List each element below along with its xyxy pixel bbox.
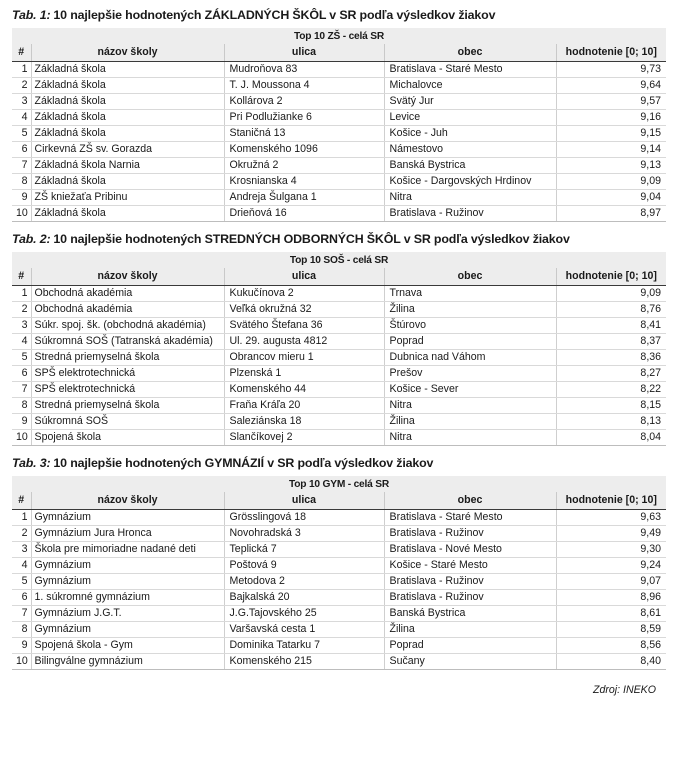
cell-score: 8,04	[556, 430, 666, 446]
cell-street: Drieňová 16	[224, 206, 384, 222]
cell-name: Stredná priemyselná škola	[31, 350, 224, 366]
cell-num: 5	[12, 126, 31, 142]
cell-score: 9,64	[556, 78, 666, 94]
cell-score: 8,96	[556, 590, 666, 606]
table-1-band-row	[12, 28, 666, 44]
table-2-caption-number: Tab. 2:	[12, 232, 51, 246]
cell-num: 5	[12, 574, 31, 590]
cell-num: 10	[12, 430, 31, 446]
column-header-num: #	[12, 44, 31, 62]
table-2-caption	[12, 222, 666, 252]
cell-city: Bratislava - Staré Mesto	[384, 62, 556, 78]
cell-street: Teplická 7	[224, 542, 384, 558]
cell-name: Základná škola	[31, 174, 224, 190]
cell-score: 8,13	[556, 414, 666, 430]
cell-name: Základná škola	[31, 62, 224, 78]
cell-name: SPŠ elektrotechnická	[31, 366, 224, 382]
cell-street: Varšavská cesta 1	[224, 622, 384, 638]
table-2-band-row	[12, 252, 666, 268]
cell-city: Štúrovo	[384, 318, 556, 334]
cell-score: 8,97	[556, 206, 666, 222]
cell-name: Cirkevná ZŠ sv. Gorazda	[31, 142, 224, 158]
cell-city: Banská Bystrica	[384, 606, 556, 622]
cell-num: 7	[12, 158, 31, 174]
cell-city: Dubnica nad Váhom	[384, 350, 556, 366]
table-row	[12, 78, 666, 94]
table-1-caption-text: 10 najlepšie hodnotených ZÁKLADNÝCH ŠKÔL v SR podľa výsledkov žiakov	[53, 8, 496, 22]
column-header-city: obec	[384, 268, 556, 286]
table-row	[12, 590, 666, 606]
cell-name: Bilingválne gymnázium	[31, 654, 224, 670]
cell-city: Sučany	[384, 654, 556, 670]
cell-num: 2	[12, 78, 31, 94]
cell-name: Obchodná akadémia	[31, 286, 224, 302]
cell-name: Základná škola	[31, 78, 224, 94]
cell-street: Poštová 9	[224, 558, 384, 574]
cell-num: 7	[12, 606, 31, 622]
table-row	[12, 158, 666, 174]
cell-city: Prešov	[384, 366, 556, 382]
cell-name: SPŠ elektrotechnická	[31, 382, 224, 398]
cell-street: Obrancov mieru 1	[224, 350, 384, 366]
cell-score: 9,04	[556, 190, 666, 206]
cell-street: Kollárova 2	[224, 94, 384, 110]
cell-city: Bratislava - Ružinov	[384, 526, 556, 542]
cell-street: Saleziánska 18	[224, 414, 384, 430]
column-header-score: hodnotenie [0; 10]	[556, 492, 666, 510]
cell-street: T. J. Moussona 4	[224, 78, 384, 94]
cell-num: 3	[12, 94, 31, 110]
cell-street: Komenského 1096	[224, 142, 384, 158]
cell-name: Základná škola	[31, 206, 224, 222]
cell-num: 4	[12, 334, 31, 350]
cell-num: 6	[12, 590, 31, 606]
cell-num: 10	[12, 206, 31, 222]
column-header-score: hodnotenie [0; 10]	[556, 268, 666, 286]
cell-city: Banská Bystrica	[384, 158, 556, 174]
cell-num: 10	[12, 654, 31, 670]
cell-city: Trnava	[384, 286, 556, 302]
table-row	[12, 606, 666, 622]
table-3-band-row	[12, 476, 666, 492]
cell-name: Základná škola	[31, 110, 224, 126]
cell-city: Žilina	[384, 414, 556, 430]
cell-score: 9,09	[556, 286, 666, 302]
table-3-caption	[12, 446, 666, 476]
cell-score: 9,24	[556, 558, 666, 574]
cell-street: Kukučínova 2	[224, 286, 384, 302]
cell-num: 1	[12, 510, 31, 526]
table-row	[12, 558, 666, 574]
table-row	[12, 302, 666, 318]
table-row	[12, 510, 666, 526]
cell-score: 9,13	[556, 158, 666, 174]
table-row	[12, 574, 666, 590]
table-3	[12, 476, 666, 670]
cell-street: Komenského 44	[224, 382, 384, 398]
cell-name: Gymnázium	[31, 622, 224, 638]
cell-num: 9	[12, 638, 31, 654]
cell-name: Gymnázium Jura Hronca	[31, 526, 224, 542]
cell-num: 1	[12, 286, 31, 302]
cell-name: Gymnázium	[31, 574, 224, 590]
cell-score: 9,57	[556, 94, 666, 110]
cell-num: 9	[12, 190, 31, 206]
cell-city: Nitra	[384, 398, 556, 414]
cell-num: 7	[12, 382, 31, 398]
cell-num: 5	[12, 350, 31, 366]
cell-name: 1. súkromné gymnázium	[31, 590, 224, 606]
table-1-band-label: Top 10 ZŠ - celá SR	[12, 28, 666, 44]
table-row	[12, 126, 666, 142]
cell-city: Levice	[384, 110, 556, 126]
cell-num: 8	[12, 398, 31, 414]
cell-street: J.G.Tajovského 25	[224, 606, 384, 622]
cell-num: 1	[12, 62, 31, 78]
column-header-num: #	[12, 268, 31, 286]
cell-city: Svätý Jur	[384, 94, 556, 110]
cell-name: Gymnázium J.G.T.	[31, 606, 224, 622]
table-3-caption-number: Tab. 3:	[12, 456, 51, 470]
column-header-street: ulica	[224, 44, 384, 62]
table-2-header-row	[12, 268, 666, 286]
cell-score: 9,16	[556, 110, 666, 126]
column-header-name: názov školy	[31, 492, 224, 510]
cell-score: 8,15	[556, 398, 666, 414]
cell-name: Spojená škola - Gym	[31, 638, 224, 654]
cell-street: Ul. 29. augusta 4812	[224, 334, 384, 350]
column-header-street: ulica	[224, 492, 384, 510]
cell-score: 8,59	[556, 622, 666, 638]
table-3-header-row	[12, 492, 666, 510]
cell-score: 9,07	[556, 574, 666, 590]
cell-score: 8,76	[556, 302, 666, 318]
cell-num: 2	[12, 302, 31, 318]
cell-score: 9,73	[556, 62, 666, 78]
table-row	[12, 286, 666, 302]
cell-score: 8,27	[556, 366, 666, 382]
cell-street: Fraňa Kráľa 20	[224, 398, 384, 414]
cell-name: Súkr. spoj. šk. (obchodná akadémia)	[31, 318, 224, 334]
cell-street: Staničná 13	[224, 126, 384, 142]
cell-name: Gymnázium	[31, 510, 224, 526]
table-row	[12, 174, 666, 190]
cell-street: Veľká okružná 32	[224, 302, 384, 318]
cell-street: Svätého Štefana 36	[224, 318, 384, 334]
table-row	[12, 190, 666, 206]
cell-city: Košice - Staré Mesto	[384, 558, 556, 574]
cell-city: Poprad	[384, 638, 556, 654]
table-row	[12, 334, 666, 350]
cell-street: Dominika Tatarku 7	[224, 638, 384, 654]
cell-score: 8,22	[556, 382, 666, 398]
cell-city: Bratislava - Staré Mesto	[384, 510, 556, 526]
cell-name: Škola pre mimoriadne nadané deti	[31, 542, 224, 558]
table-row	[12, 366, 666, 382]
column-header-name: názov školy	[31, 44, 224, 62]
cell-score: 9,14	[556, 142, 666, 158]
cell-score: 8,41	[556, 318, 666, 334]
table-row	[12, 622, 666, 638]
cell-name: Obchodná akadémia	[31, 302, 224, 318]
table-row	[12, 62, 666, 78]
cell-city: Námestovo	[384, 142, 556, 158]
table-1-caption	[12, 0, 666, 28]
cell-street: Krosnianska 4	[224, 174, 384, 190]
table-1	[12, 28, 666, 222]
column-header-score: hodnotenie [0; 10]	[556, 44, 666, 62]
source-note: Zdroj: INEKO	[593, 684, 656, 696]
cell-name: Súkromná SOŠ (Tatranská akadémia)	[31, 334, 224, 350]
table-1-caption-number: Tab. 1:	[12, 8, 51, 22]
table-3-caption-text: 10 najlepšie hodnotených GYMNÁZIÍ v SR podľa výsledkov žiakov	[53, 456, 434, 470]
column-header-city: obec	[384, 44, 556, 62]
cell-score: 8,36	[556, 350, 666, 366]
column-header-num: #	[12, 492, 31, 510]
cell-score: 9,49	[556, 526, 666, 542]
column-header-street: ulica	[224, 268, 384, 286]
cell-num: 3	[12, 542, 31, 558]
cell-street: Okružná 2	[224, 158, 384, 174]
cell-name: Základná škola	[31, 126, 224, 142]
cell-num: 2	[12, 526, 31, 542]
cell-name: Súkromná SOŠ	[31, 414, 224, 430]
table-row	[12, 110, 666, 126]
cell-num: 8	[12, 174, 31, 190]
cell-score: 8,61	[556, 606, 666, 622]
table-2-band-label: Top 10 SOŠ - celá SR	[12, 252, 666, 268]
column-header-city: obec	[384, 492, 556, 510]
cell-score: 8,40	[556, 654, 666, 670]
cell-name: Základná škola Narnia	[31, 158, 224, 174]
cell-city: Bratislava - Ružinov	[384, 574, 556, 590]
cell-num: 4	[12, 110, 31, 126]
cell-num: 8	[12, 622, 31, 638]
table-1-header-row	[12, 44, 666, 62]
table-row	[12, 638, 666, 654]
cell-name: Základná škola	[31, 94, 224, 110]
table-row	[12, 206, 666, 222]
cell-score: 8,56	[556, 638, 666, 654]
cell-score: 9,63	[556, 510, 666, 526]
cell-score: 9,15	[556, 126, 666, 142]
table-row	[12, 430, 666, 446]
cell-name: Gymnázium	[31, 558, 224, 574]
cell-city: Nitra	[384, 430, 556, 446]
cell-street: Grösslingová 18	[224, 510, 384, 526]
table-row	[12, 526, 666, 542]
table-row	[12, 542, 666, 558]
cell-num: 6	[12, 366, 31, 382]
cell-name: Spojená škola	[31, 430, 224, 446]
table-row	[12, 414, 666, 430]
table-3-band-label: Top 10 GYM - celá SR	[12, 476, 666, 492]
cell-city: Bratislava - Nové Mesto	[384, 542, 556, 558]
cell-num: 6	[12, 142, 31, 158]
cell-score: 8,37	[556, 334, 666, 350]
cell-num: 3	[12, 318, 31, 334]
cell-num: 9	[12, 414, 31, 430]
table-2-caption-text: 10 najlepšie hodnotených STREDNÝCH ODBORNÝCH ŠKÔL v SR podľa výsledkov žiakov	[53, 232, 570, 246]
cell-city: Košice - Juh	[384, 126, 556, 142]
cell-street: Metodova 2	[224, 574, 384, 590]
table-row	[12, 398, 666, 414]
cell-city: Poprad	[384, 334, 556, 350]
table-row	[12, 318, 666, 334]
cell-city: Nitra	[384, 190, 556, 206]
table-2	[12, 252, 666, 446]
table-row	[12, 142, 666, 158]
cell-city: Bratislava - Ružinov	[384, 206, 556, 222]
column-header-name: názov školy	[31, 268, 224, 286]
cell-street: Komenského 215	[224, 654, 384, 670]
cell-street: Mudroňova 83	[224, 62, 384, 78]
cell-city: Žilina	[384, 622, 556, 638]
table-row	[12, 654, 666, 670]
cell-name: Stredná priemyselná škola	[31, 398, 224, 414]
cell-city: Košice - Sever	[384, 382, 556, 398]
cell-score: 9,30	[556, 542, 666, 558]
cell-street: Bajkalská 20	[224, 590, 384, 606]
cell-city: Žilina	[384, 302, 556, 318]
cell-street: Pri Podlužianke 6	[224, 110, 384, 126]
cell-street: Andreja Šulgana 1	[224, 190, 384, 206]
cell-num: 4	[12, 558, 31, 574]
cell-street: Slančíkovej 2	[224, 430, 384, 446]
cell-score: 9,09	[556, 174, 666, 190]
table-row	[12, 382, 666, 398]
cell-name: ZŠ kniežaťa Pribinu	[31, 190, 224, 206]
cell-street: Plzenská 1	[224, 366, 384, 382]
cell-city: Bratislava - Ružinov	[384, 590, 556, 606]
table-row	[12, 94, 666, 110]
cell-street: Novohradská 3	[224, 526, 384, 542]
table-row	[12, 350, 666, 366]
cell-city: Michalovce	[384, 78, 556, 94]
cell-city: Košice - Dargovských Hrdinov	[384, 174, 556, 190]
